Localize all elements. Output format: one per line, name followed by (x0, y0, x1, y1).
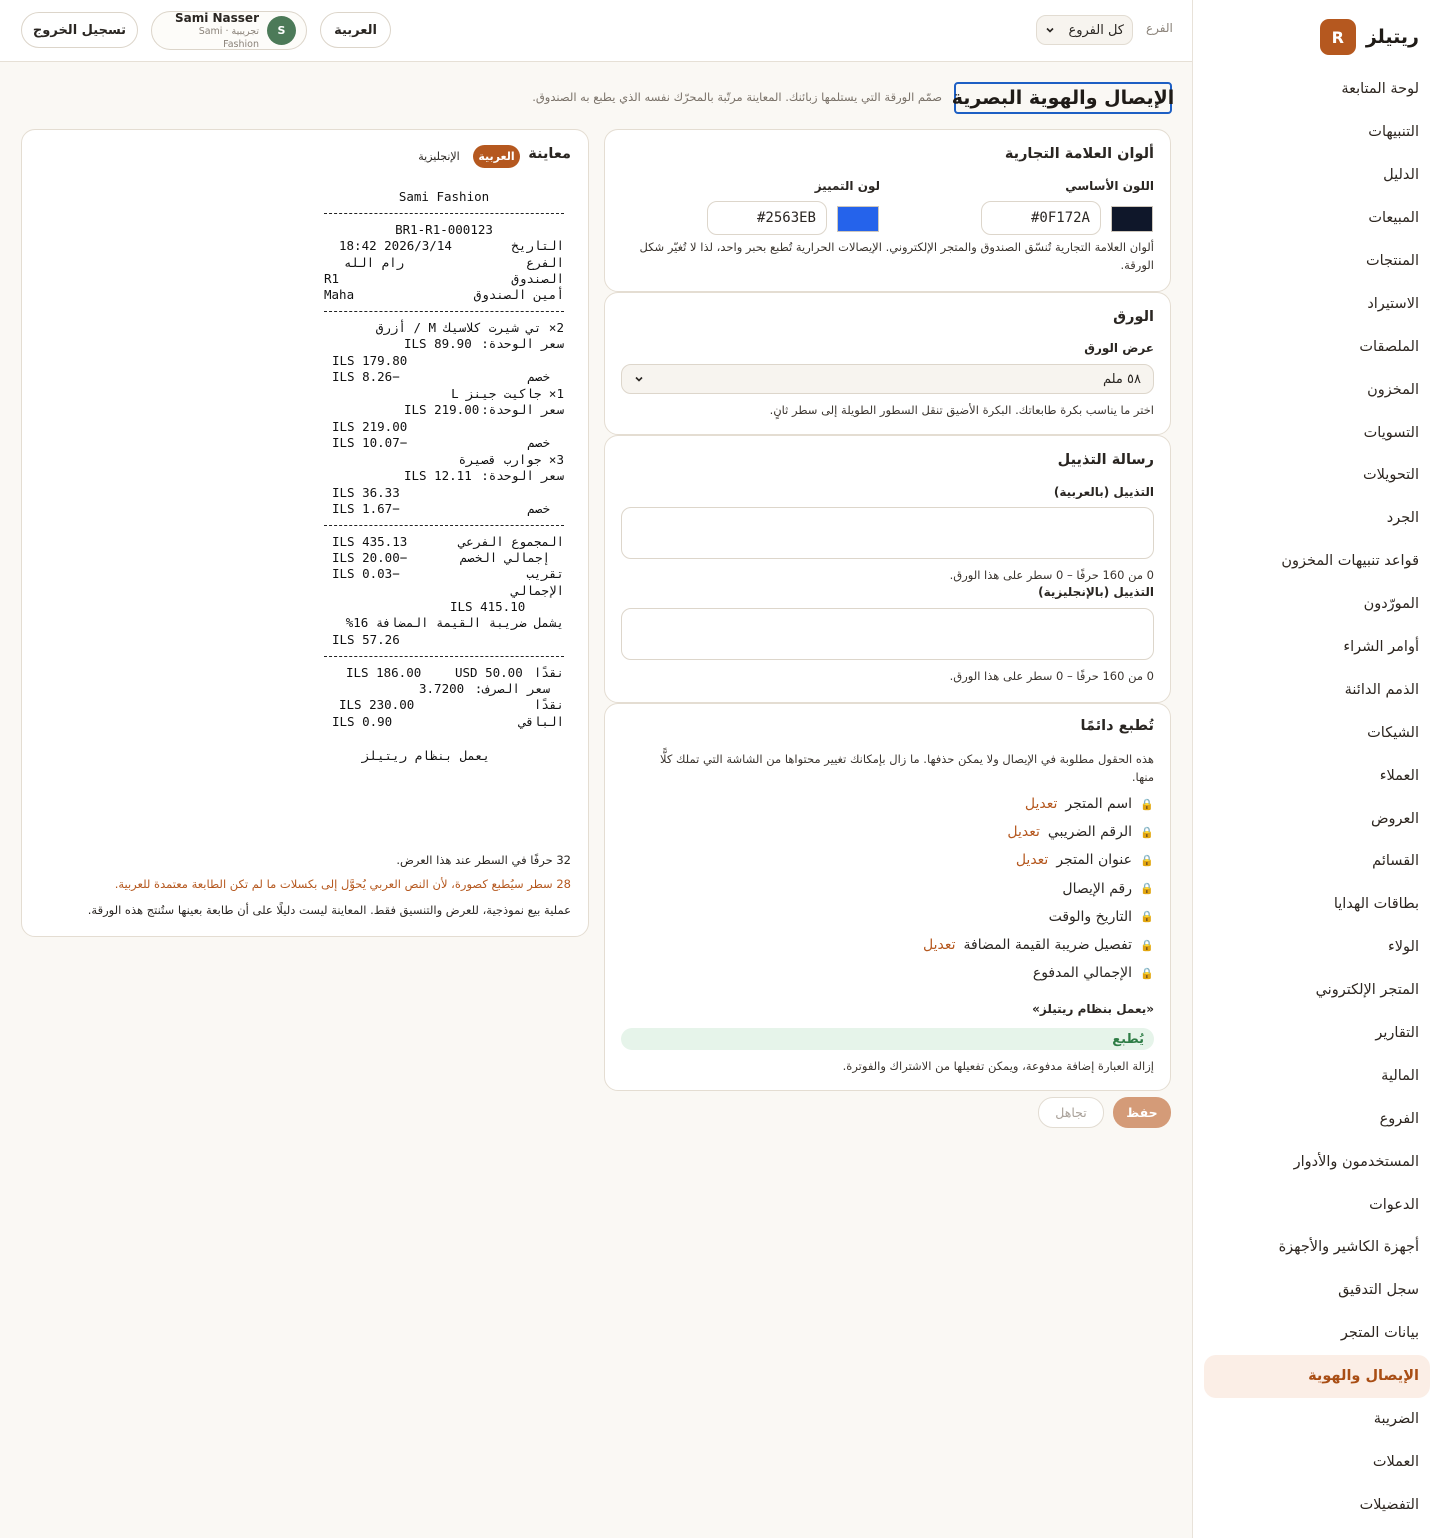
edit-link[interactable]: تعديل (1024, 796, 1058, 812)
receipt-separator (324, 213, 564, 214)
sidebar-item-label: أوامر الشراء (1343, 639, 1419, 656)
receipt-rounding-label: تقريب (526, 566, 564, 581)
sidebar-item-label: العملاء (1379, 767, 1419, 784)
chevron-down-icon (634, 374, 644, 384)
brand[interactable] (1320, 19, 1419, 55)
page-description: صمّم الورقة التي يستلمها زبائنك. المعاينة مرتّبة بالمحرّك نفسه الذي يطبع به الصندوق. (532, 90, 942, 104)
user-subtitle: تجريبية · Sami Fashion (198, 25, 259, 50)
sidebar-item[interactable] (1204, 411, 1430, 454)
receipt-item-unit-label: سعر الوحدة: (481, 336, 564, 352)
receipt-change-value: ILS 0.90 (332, 714, 393, 729)
sidebar-item-label: العروض (1371, 810, 1419, 827)
edit-link[interactable]: تعديل (923, 937, 956, 953)
sidebar-item-label: المالية (1381, 1067, 1419, 1084)
sidebar-item-label: الفروع (1379, 1110, 1419, 1127)
sidebar-item-label: المورّدون (1363, 596, 1419, 613)
receipt-item-total: ILS 219.00 (332, 419, 408, 434)
sidebar-item[interactable] (1204, 1483, 1430, 1526)
always-printed-title: تُطبع دائمًا (1080, 718, 1154, 734)
sidebar (1192, 0, 1440, 1538)
receipt-branch-value: رام الله (344, 255, 405, 270)
sidebar-item-label: الجرد (1386, 510, 1419, 527)
sidebar-item[interactable] (1204, 1398, 1430, 1441)
sidebar-item-label: التسويات (1363, 424, 1419, 441)
receipt-item-discount-label: خصم (527, 501, 550, 516)
footer-ar-label: التذييل (بالعربية) (1053, 485, 1154, 499)
locked-field-label: التاريخ والوقت (1048, 908, 1132, 925)
receipt-date-label: التاريخ (511, 238, 564, 253)
always-printed-desc-2: منها. (1131, 770, 1154, 784)
preview-note-chars: 32 حرفًا في السطر عند هذا العرض. (396, 853, 571, 867)
receipt-cashier-value: Maha (324, 287, 355, 302)
receipt-number: BR1-R1-000123 (395, 222, 493, 237)
sidebar-item-label: العملات (1372, 1453, 1419, 1470)
receipt-line (324, 419, 564, 435)
sidebar-item-label: أجهزة الكاشير والأجهزة (1278, 1239, 1419, 1256)
chevron-down-icon (1045, 25, 1055, 35)
topbar (0, 0, 1192, 62)
paper-width-select[interactable] (621, 364, 1154, 394)
receipt-discount-total-label: إجمالي الخصم (459, 550, 550, 565)
sidebar-item[interactable] (1204, 540, 1430, 583)
receipt-rate-value: 3.7200 (419, 681, 465, 696)
receipt-line (324, 369, 564, 385)
footer-en-hint: 0 من 160 حرفًا – 0 سطر على هذا الورق. (949, 669, 1154, 683)
always-printed-card (604, 703, 1171, 1091)
preview-card (21, 129, 589, 937)
sidebar-item[interactable] (1204, 197, 1430, 240)
sidebar-item[interactable] (1204, 926, 1430, 969)
receipt-item-title: 2× تي شيرت كلاسيك M / أزرق (375, 320, 564, 335)
branch-label: الفرع (1146, 21, 1173, 35)
receipt-store-name: Sami Fashion (398, 189, 490, 204)
sidebar-item-label: المخزون (1367, 381, 1419, 398)
receipt-date-value: 18:42 2026/3/14 (339, 238, 452, 253)
footer-en-label: التذييل (بالإنجليزية) (1038, 585, 1154, 599)
receipt-item-title: 3× جوارب قصيرة (458, 452, 564, 467)
brand-logo-icon: R (1320, 19, 1356, 55)
paper-width-label: عرض الورق (1084, 341, 1154, 355)
sidebar-item-label: الشيكات (1367, 724, 1419, 741)
sidebar-item[interactable] (1204, 1183, 1430, 1226)
sidebar-item-label: بطاقات الهدايا (1333, 896, 1419, 913)
receipt-change-label: الباقي (518, 714, 564, 729)
sidebar-item[interactable] (1204, 68, 1430, 111)
sidebar-item[interactable] (1204, 1312, 1430, 1355)
receipt-line (324, 402, 564, 418)
sidebar-item[interactable] (1204, 454, 1430, 497)
user-name: Sami Nasser (174, 10, 259, 25)
sidebar-item-label: التنبيهات (1368, 124, 1419, 141)
sidebar-item-label: المستخدمون والأدوار (1293, 1153, 1419, 1170)
page-title: الإيصال والهوية البصرية (954, 82, 1172, 114)
locked-field-row (1007, 822, 1154, 842)
receipt-discount-total-value: ILS 20.00− (332, 550, 408, 565)
sidebar-item-label: الملصقات (1359, 338, 1419, 355)
paper-card (604, 292, 1171, 435)
receipt-rounding-value: ILS 0.03− (332, 566, 400, 581)
locked-field-label: الإجمالي المدفوع (1032, 965, 1132, 982)
receipt-subtotal-label: المجموع الفرعي (458, 534, 564, 549)
edit-link[interactable]: تعديل (1015, 852, 1049, 869)
receipt-item-discount-label: خصم (527, 435, 550, 450)
receipt-line (324, 452, 564, 468)
primary-color-swatch[interactable] (1111, 206, 1153, 232)
locked-field-label: تفصيل ضريبة القيمة المضافة (963, 937, 1132, 953)
sidebar-item-label: الذمم الدائنة (1344, 681, 1419, 698)
footer-ar-textarea[interactable] (621, 507, 1154, 559)
preview-tab-arabic[interactable]: العربية (473, 145, 520, 168)
locked-field-row (1016, 850, 1154, 870)
sidebar-item[interactable] (1204, 282, 1430, 325)
sidebar-item-label: بيانات المتجر (1340, 1325, 1419, 1342)
receipt-item-discount: ILS 1.67− (332, 501, 400, 516)
receipt-register-value: R1 (324, 271, 340, 286)
receipt-item-title: 1× جاكيت جينز L (451, 386, 564, 401)
sidebar-item-label: لوحة المتابعة (1341, 81, 1419, 98)
sidebar-item-label: الضريبة (1373, 1411, 1419, 1428)
sidebar-item[interactable] (1204, 1012, 1430, 1055)
receipt-separator (324, 656, 564, 657)
powered-by-status (621, 1028, 1154, 1050)
receipt-item-unit-label: سعر الوحدة: (481, 402, 564, 418)
sidebar-item[interactable] (1204, 754, 1430, 797)
receipt-line (324, 320, 564, 336)
avatar: S (267, 16, 296, 45)
accent-color-label: لون التمييز (814, 179, 880, 193)
sidebar-item[interactable] (1204, 497, 1430, 540)
footer-message-title: رسالة التذييل (1057, 452, 1154, 468)
locked-field-label: الرقم الضريبي (1047, 824, 1132, 841)
receipt-cashier-label: أمين الصندوق (473, 287, 564, 302)
receipt-separator (324, 525, 564, 526)
sidebar-item[interactable] (1204, 325, 1430, 368)
sidebar-item[interactable] (1204, 711, 1430, 754)
sidebar-item[interactable] (1204, 1226, 1430, 1269)
receipt-item-unit-label: سعر الوحدة: (481, 468, 564, 484)
sidebar-item[interactable] (1204, 840, 1430, 883)
brand-name: ريتيلز (1365, 26, 1419, 48)
preview-note-sample: عملية بيع نموذجية، للعرض والتنسيق فقط. المعاينة ليست دليلًا على أن طابعة بعينها ستُنتج هذه الورقة. (87, 903, 571, 917)
footer-en-textarea[interactable] (621, 608, 1154, 660)
sidebar-item[interactable] (1204, 969, 1430, 1012)
paper-hint: اختر ما يناسب بكرة طابعاتك. البكرة الأضيق تنقل السطور الطويلة إلى سطر ثانٍ. (769, 403, 1154, 417)
sidebar-item-label: التحويلات (1362, 467, 1419, 484)
primary-color-label: اللون الأساسي (1065, 179, 1154, 193)
receipt-cash2-label: نقدًا (533, 697, 564, 712)
discard-button[interactable]: تجاهل (1038, 1097, 1104, 1128)
receipt-rate-label: سعر الصرف: (474, 681, 550, 696)
lock-icon: 🔒 (1140, 797, 1154, 811)
accent-color-input[interactable]: #2563EB (707, 201, 827, 235)
receipt-item-discount-label: خصم (527, 369, 550, 384)
powered-by-hint: إزالة العبارة إضافة مدفوعة، ويمكن تفعيلها من الاشتراك والفوترة. (842, 1059, 1154, 1073)
sidebar-item-label: التفضيلات (1359, 1496, 1419, 1513)
receipt-cash-label: نقدًا (533, 665, 564, 680)
user-info (162, 11, 259, 51)
brand-colors-hint-2: الورقة. (1120, 258, 1154, 272)
paper-width-value: ٥٨ ملم (1102, 371, 1141, 387)
receipt-vat-label: يشمل ضريبة القيمة المضافة 16% (345, 615, 564, 630)
receipt-cash-usd: USD 50.00 (455, 665, 523, 680)
receipt-line (324, 353, 564, 369)
edit-link[interactable]: تعديل (1007, 824, 1040, 841)
language-button[interactable]: العربية (320, 12, 391, 48)
receipt-item-discount: ILS 8.26− (332, 369, 400, 384)
locked-field-row (1033, 963, 1154, 983)
lock-icon: 🔒 (1140, 910, 1154, 924)
accent-color-swatch[interactable] (837, 206, 879, 232)
sidebar-item[interactable] (1204, 1097, 1430, 1140)
sidebar-item-label: الدليل (1383, 167, 1419, 184)
branch-select[interactable] (1036, 15, 1133, 45)
brand-colors-card (604, 129, 1171, 292)
powered-by-status-text: يُطبع (1112, 1031, 1144, 1047)
sidebar-item-label: المنتجات (1365, 253, 1419, 269)
receipt-line (324, 468, 564, 484)
preview-tab-english[interactable]: الإنجليزية (418, 150, 460, 163)
receipt-vat-value: ILS 57.26 (332, 632, 400, 647)
locked-field-row (923, 935, 1154, 955)
preview-title: معاينة (528, 146, 571, 162)
sidebar-item[interactable] (1204, 1355, 1430, 1398)
receipt-line (324, 501, 564, 517)
preview-note-image: 28 سطر سيُطبع كصورة، لأن النص العربي يُحوَّل إلى بكسلات ما لم تكن الطابعة معتمدة للعربية. (114, 877, 571, 891)
receipt-register-label: الصندوق (511, 271, 564, 286)
footer-message-card (604, 435, 1171, 703)
receipt-branch-label: الفرع (526, 255, 564, 270)
branch-select-value: كل الفروع (1068, 22, 1124, 38)
receipt-item-total: ILS 36.33 (332, 485, 400, 500)
sidebar-item[interactable] (1204, 368, 1430, 411)
sidebar-item-label: قواعد تنبيهات المخزون (1281, 553, 1419, 570)
lock-icon: 🔒 (1140, 825, 1154, 839)
sidebar-item[interactable] (1204, 797, 1430, 840)
receipt-line (324, 336, 564, 352)
receipt-cash-usd-ils: ILS 186.00 (346, 665, 422, 680)
locked-field-label: رقم الإيصال (1062, 880, 1132, 897)
receipt-item-unit-price: ILS 219.00 (404, 402, 480, 418)
receipt-total-label: الإجمالي (511, 583, 564, 598)
lock-icon: 🔒 (1140, 882, 1154, 896)
receipt-total-value: ILS 415.10 (450, 599, 526, 614)
always-printed-desc-1: هذه الحقول مطلوبة في الإيصال ولا يمكن حذفها. ما زال بإمكانك تغيير محتواها من الشاشة التي تملك كلًّا (659, 752, 1154, 766)
sidebar-item-label: التقارير (1375, 1025, 1419, 1042)
receipt-item-total: ILS 179.80 (332, 353, 408, 368)
receipt-line (324, 435, 564, 451)
receipt-item-unit-price: ILS 12.11 (404, 468, 472, 484)
sidebar-item-label: المبيعات (1368, 210, 1419, 227)
receipt-item-discount: ILS 10.07− (332, 435, 408, 450)
receipt-line (324, 386, 564, 402)
sidebar-item[interactable] (1204, 668, 1430, 711)
receipt-separator (324, 311, 564, 312)
sidebar-item-label: الاستيراد (1367, 295, 1419, 312)
sidebar-item-label: سجل التدقيق (1338, 1282, 1419, 1299)
sidebar-item-label: القسائم (1372, 853, 1419, 870)
sidebar-item[interactable] (1204, 240, 1430, 283)
locked-field-label: عنوان المتجر (1056, 852, 1132, 869)
locked-field-label: اسم المتجر (1065, 796, 1132, 812)
sidebar-item[interactable] (1204, 111, 1430, 154)
sidebar-item[interactable] (1204, 883, 1430, 926)
primary-color-input[interactable]: #0F172A (981, 201, 1101, 235)
receipt-line (324, 485, 564, 501)
sidebar-item-label: الإيصال والهوية (1308, 1368, 1419, 1385)
locked-field-row (1062, 879, 1154, 899)
sidebar-item[interactable] (1204, 154, 1430, 197)
sidebar-item[interactable] (1204, 1054, 1430, 1097)
sidebar-item[interactable] (1204, 1269, 1430, 1312)
sidebar-item-label: الدعوات (1369, 1196, 1419, 1213)
brand-colors-hint-1: ألوان العلامة التجارية تُنسّق الصندوق والمتجر الإلكتروني. الإيصالات الحرارية تُطبع بحبر واحد، لذا لا تُغيّر شكل (639, 240, 1154, 254)
receipt-subtotal-value: ILS 435.13 (332, 534, 408, 549)
receipt-cash-ils: ILS 230.00 (339, 697, 415, 712)
lock-icon: 🔒 (1140, 966, 1154, 980)
receipt-item-unit-price: ILS 89.90 (404, 336, 472, 352)
sidebar-item[interactable] (1204, 1140, 1430, 1183)
sidebar-item[interactable] (1204, 1441, 1430, 1484)
powered-by-label: «يعمل بنظام ريتيلز» (1032, 1002, 1154, 1016)
sidebar-nav (1204, 68, 1430, 1526)
logout-button[interactable]: تسجيل الخروج (21, 12, 138, 48)
receipt-powered-by: يعمل بنظام ريتيلز (362, 748, 490, 763)
sidebar-item-label: الولاء (1387, 939, 1419, 956)
locked-field-row (1025, 794, 1154, 814)
brand-colors-title: ألوان العلامة التجارية (1004, 146, 1154, 162)
paper-title: الورق (1113, 309, 1154, 325)
locked-field-row (1049, 907, 1154, 927)
user-menu[interactable] (151, 11, 307, 50)
save-button[interactable]: حفظ (1113, 1097, 1171, 1128)
sidebar-item[interactable] (1204, 626, 1430, 669)
lock-icon: 🔒 (1140, 938, 1154, 952)
lock-icon: 🔒 (1140, 853, 1154, 867)
sidebar-item-label: المتجر الإلكتروني (1315, 982, 1419, 999)
footer-ar-hint: 0 من 160 حرفًا – 0 سطر على هذا الورق. (949, 568, 1154, 582)
sidebar-item[interactable] (1204, 583, 1430, 626)
